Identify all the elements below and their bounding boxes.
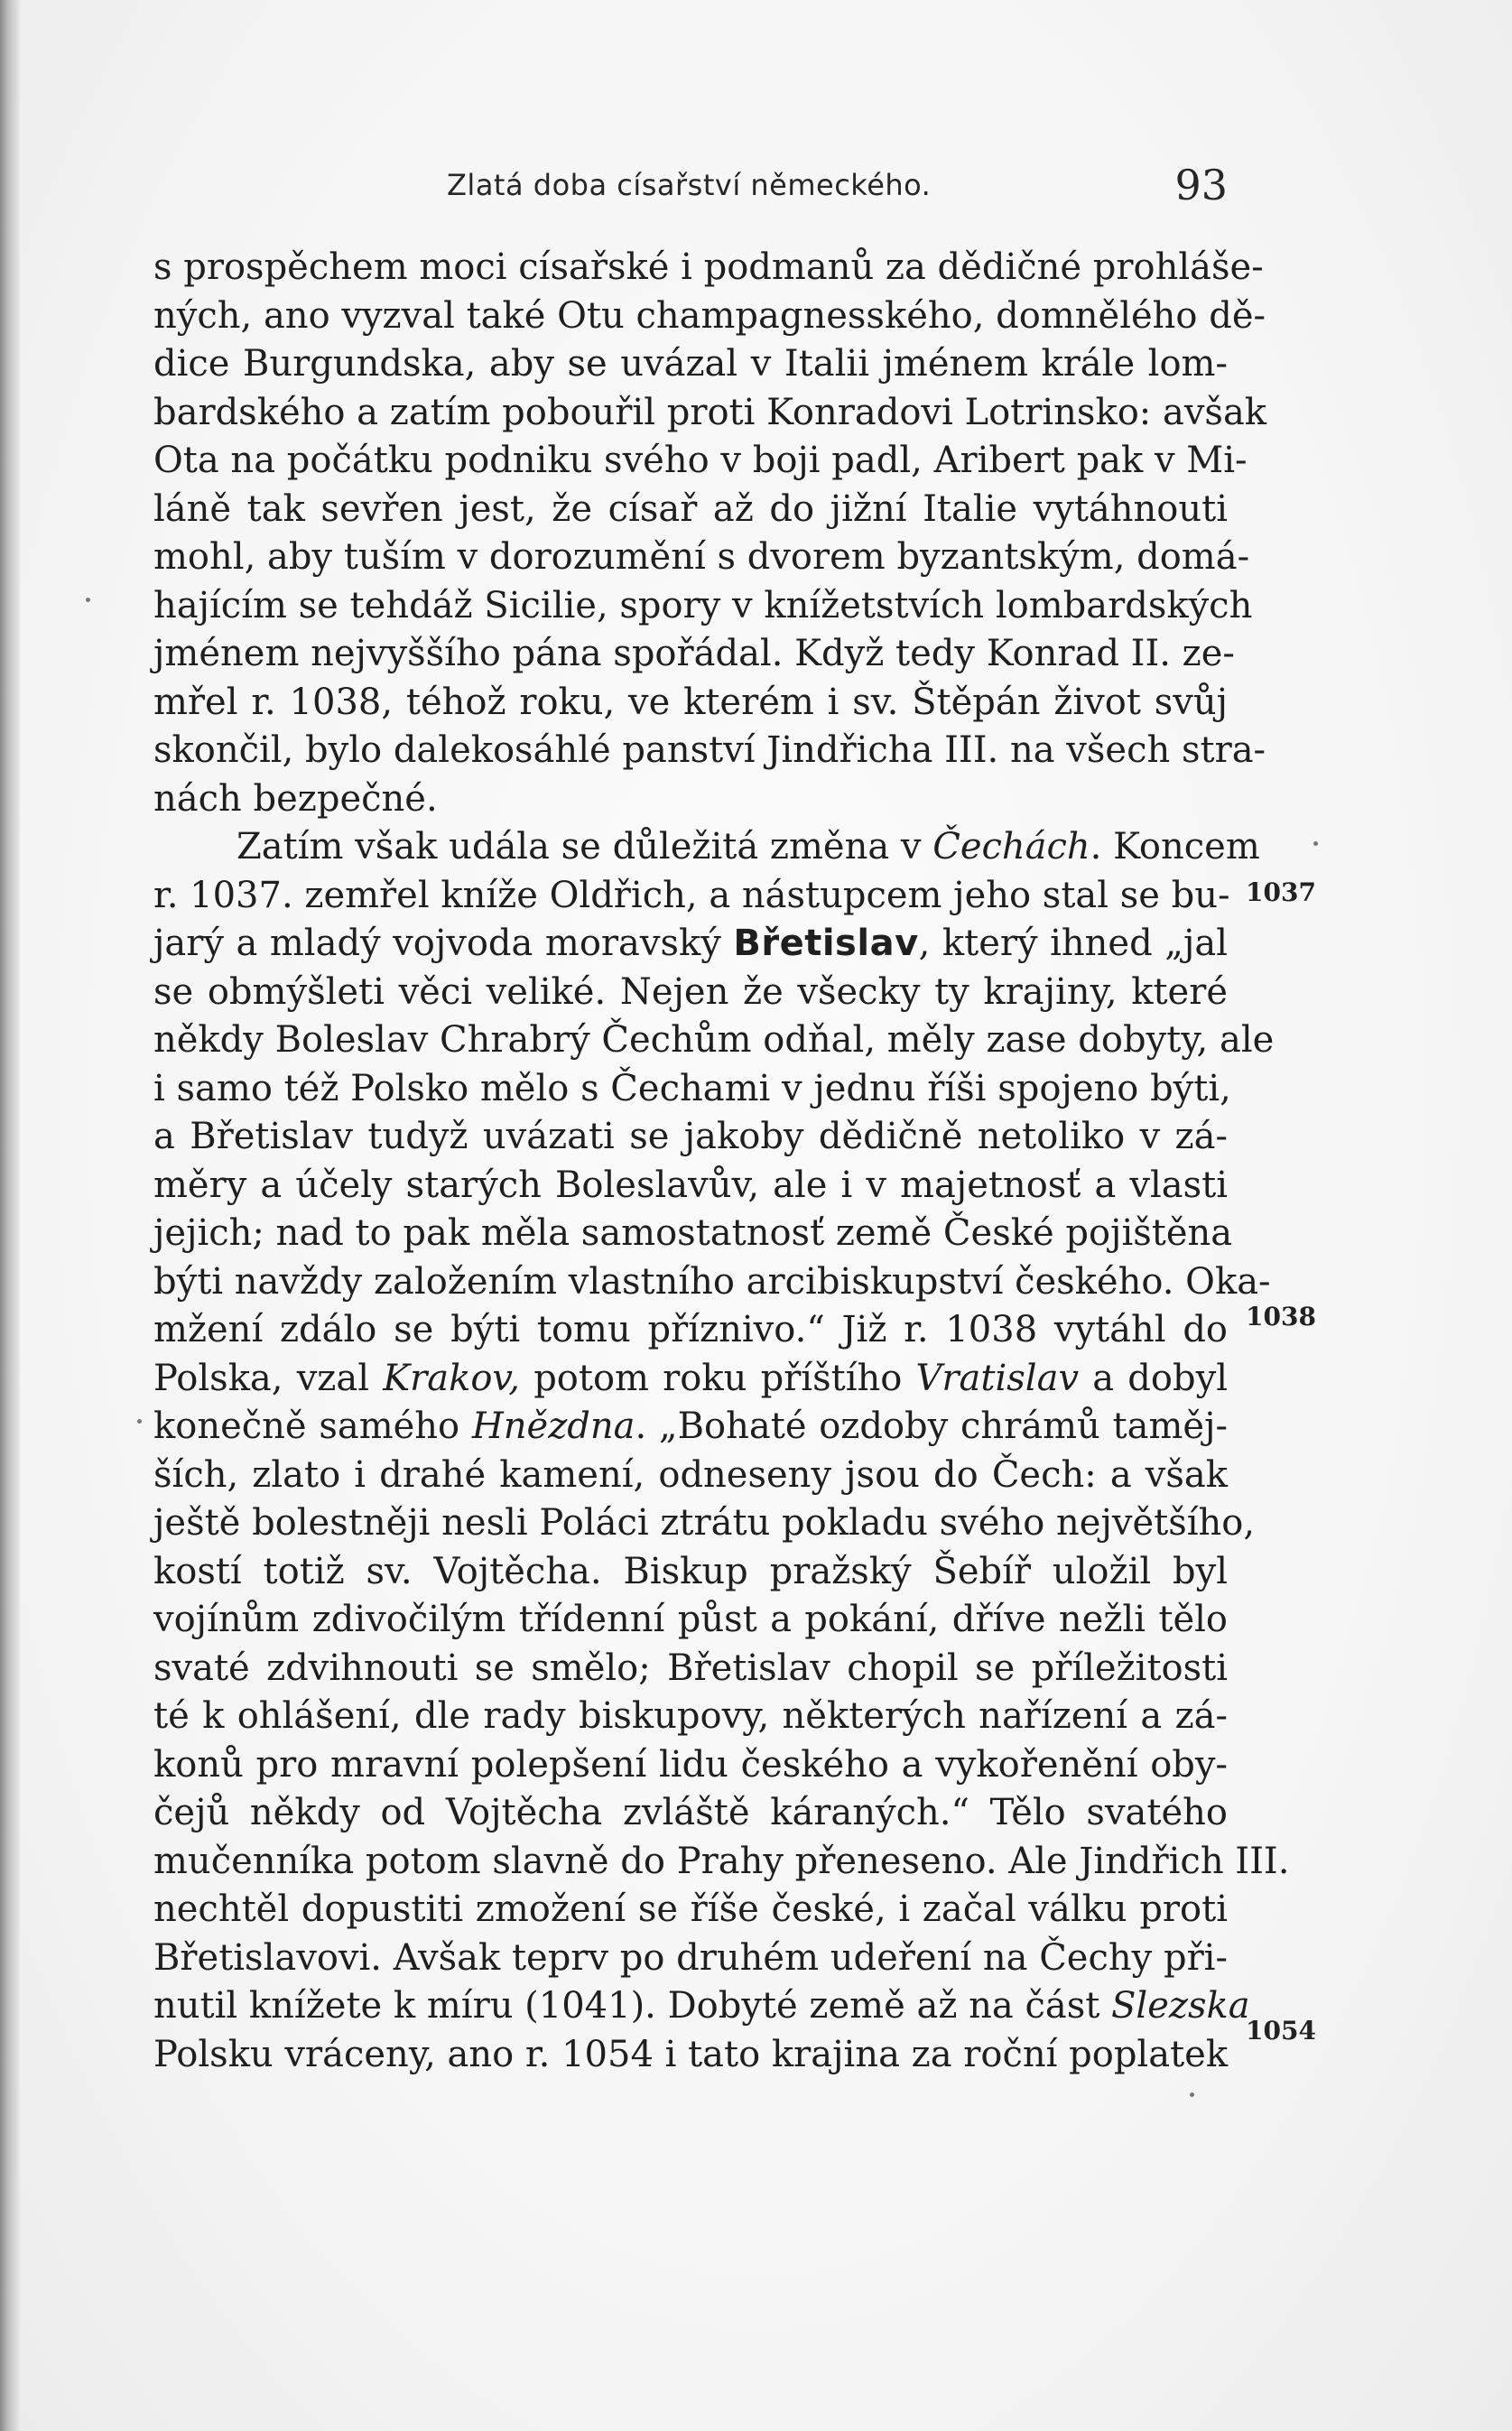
text-line: bardského a zatím pobouřil proti Konradovi Lotrinsko: avšak: [153, 391, 1267, 433]
text-segment: , který ihned „jal: [918, 923, 1228, 964]
text-line: ných, ano vyzval také Otu champagnesského, domnělého dě-: [153, 294, 1266, 337]
text-line: té k ohlášení, dle rady biskupovy, některých nařízení a zá-: [153, 1695, 1228, 1737]
page-header: [153, 161, 1228, 215]
text-line: mohl, aby tuším v dorozumění s dvorem byzantským, domá-: [153, 536, 1250, 578]
text-line: a Břetislav tudyž uvázati se jakoby dědičně netoliko v zá-: [153, 1116, 1228, 1157]
text-line: svaté zdvihnouti se smělo; Břetislav chopil se příležitosti: [153, 1647, 1228, 1689]
page-spine-shadow: [0, 0, 20, 2431]
text-line: [153, 823, 1260, 872]
body-text: [153, 244, 1290, 2079]
text-line: ších, zlato i drahé kamení, odneseny jsou do Čech: a však: [153, 1453, 1228, 1496]
text-line: jejich; nad to pak měla samostatnosť země České pojištěna: [153, 1212, 1233, 1254]
text-segment: jarý a mladý vojvoda moravský: [153, 923, 734, 964]
place-name-italic: Vratislav: [915, 1357, 1080, 1399]
text-line: mučenníka potom slavně do Prahy přeneseno. Ale Jindřich III.: [153, 1840, 1290, 1882]
text-line: i samo též Polsko mělo s Čechami v jednu říši spojeno býti,: [153, 1067, 1231, 1109]
text-line: [153, 1355, 1228, 1404]
text-line: býti navždy založením vlastního arcibiskupství českého. Oka-: [153, 1260, 1271, 1303]
text-line: [153, 1403, 1228, 1452]
running-title: Zlatá doba císařství německého.: [447, 168, 932, 202]
place-name-italic: Slezska: [1111, 1985, 1250, 2027]
text-line: láně tak sevřen jest, že císař až do jižní Italie vytáhnouti: [153, 487, 1228, 530]
text-line: čejů někdy od Vojtěcha zvláště káraných.“ Tělo svatého: [153, 1792, 1228, 1833]
margin-year-note: 1038: [1246, 1302, 1316, 1331]
print-speck: [1190, 2092, 1194, 2097]
print-speck: [137, 1419, 142, 1424]
text-line: Břetislavovi. Avšak teprv po druhém udeření na Čechy při-: [153, 1936, 1228, 1979]
text-line: konů pro mravní polepšení lidu českého a vykořenění oby-: [153, 1743, 1228, 1786]
text-line: hajícím se tehdáž Sicilie, spory v knížetstvích lombardských: [153, 584, 1253, 626]
text-segment: . Koncem: [1090, 826, 1260, 868]
text-segment: konečně samého: [153, 1406, 472, 1447]
text-line: mřel r. 1038, téhož roku, ve kterém i sv. Štěpán život svůj: [153, 681, 1228, 723]
text-line: [153, 1982, 1250, 2031]
place-name-italic: Hnězdna: [471, 1406, 635, 1447]
text-line: se obmýšleti věci veliké. Nejen že všecky ty krajiny, které: [153, 970, 1228, 1013]
text-line: r. 1037. zemřel kníže Oldřich, a nástupcem jeho stal se bu-: [153, 874, 1230, 916]
text-line: jménem nejvyššího pána spořádal. Když tedy Konrad II. ze-: [153, 633, 1235, 674]
text-segment: Zatím však udála se důležitá změna v: [237, 826, 933, 868]
person-name-emphasis: Břetislav: [733, 923, 919, 964]
text-line: Ota na počátku podniku svého v boji padl, Aribert pak v Mi-: [153, 440, 1248, 481]
text-line: s prospěchem moci císařské i podmanů za dědičné prohláše-: [153, 246, 1264, 288]
text-line: dice Burgundska, aby se uvázal v Italii jménem krále lom-: [153, 343, 1228, 385]
text-line: ještě bolestněji nesli Poláci ztrátu pokladu svého největšího,: [153, 1502, 1256, 1544]
text-segment: . „Bohaté ozdoby chrámů taměj-: [635, 1406, 1228, 1447]
page-number: 93: [1174, 161, 1228, 209]
text-line: Polsku vráceny, ano r. 1054 i tato krajina za roční poplatek: [153, 2033, 1229, 2075]
print-speck: [1313, 841, 1318, 846]
margin-year-note: 1037: [1246, 877, 1316, 907]
text-line: mžení zdálo se býti tomu příznivo.“ Již r. 1038 vytáhl do: [153, 1309, 1228, 1350]
text-line: [153, 920, 1228, 969]
text-segment: potom roku příštího: [519, 1357, 916, 1399]
text-line: skončil, bylo dalekosáhlé panství Jindřicha III. na všech stra-: [153, 729, 1266, 771]
text-line: kostí totiž sv. Vojtěcha. Biskup pražský Šebíř uložil byl: [153, 1550, 1228, 1592]
place-name-italic: Krakov,: [383, 1357, 520, 1399]
text-segment: nutil knížete k míru (1041). Dobyté země až na část: [153, 1985, 1112, 2027]
place-name-italic: Čechách: [932, 826, 1090, 868]
text-line: nách bezpečné.: [153, 777, 438, 820]
text-line: nechtěl dopustiti zmožení se říše české, i začal válku proti: [153, 1888, 1228, 1930]
text-line: někdy Boleslav Chrabrý Čechům odňal, měly zase dobyty, ale: [153, 1019, 1275, 1061]
text-line: vojínům zdivočilým třídenní půst a pokání, dříve nežli tělo: [153, 1599, 1228, 1640]
margin-year-note: 1054: [1246, 2016, 1316, 2046]
text-segment: Polska, vzal: [153, 1357, 384, 1399]
text-line: měry a účely starých Boleslavův, ale i v majetnosť a vlasti: [153, 1164, 1228, 1206]
print-speck: [86, 598, 90, 602]
text-segment: a dobyl: [1079, 1357, 1228, 1399]
